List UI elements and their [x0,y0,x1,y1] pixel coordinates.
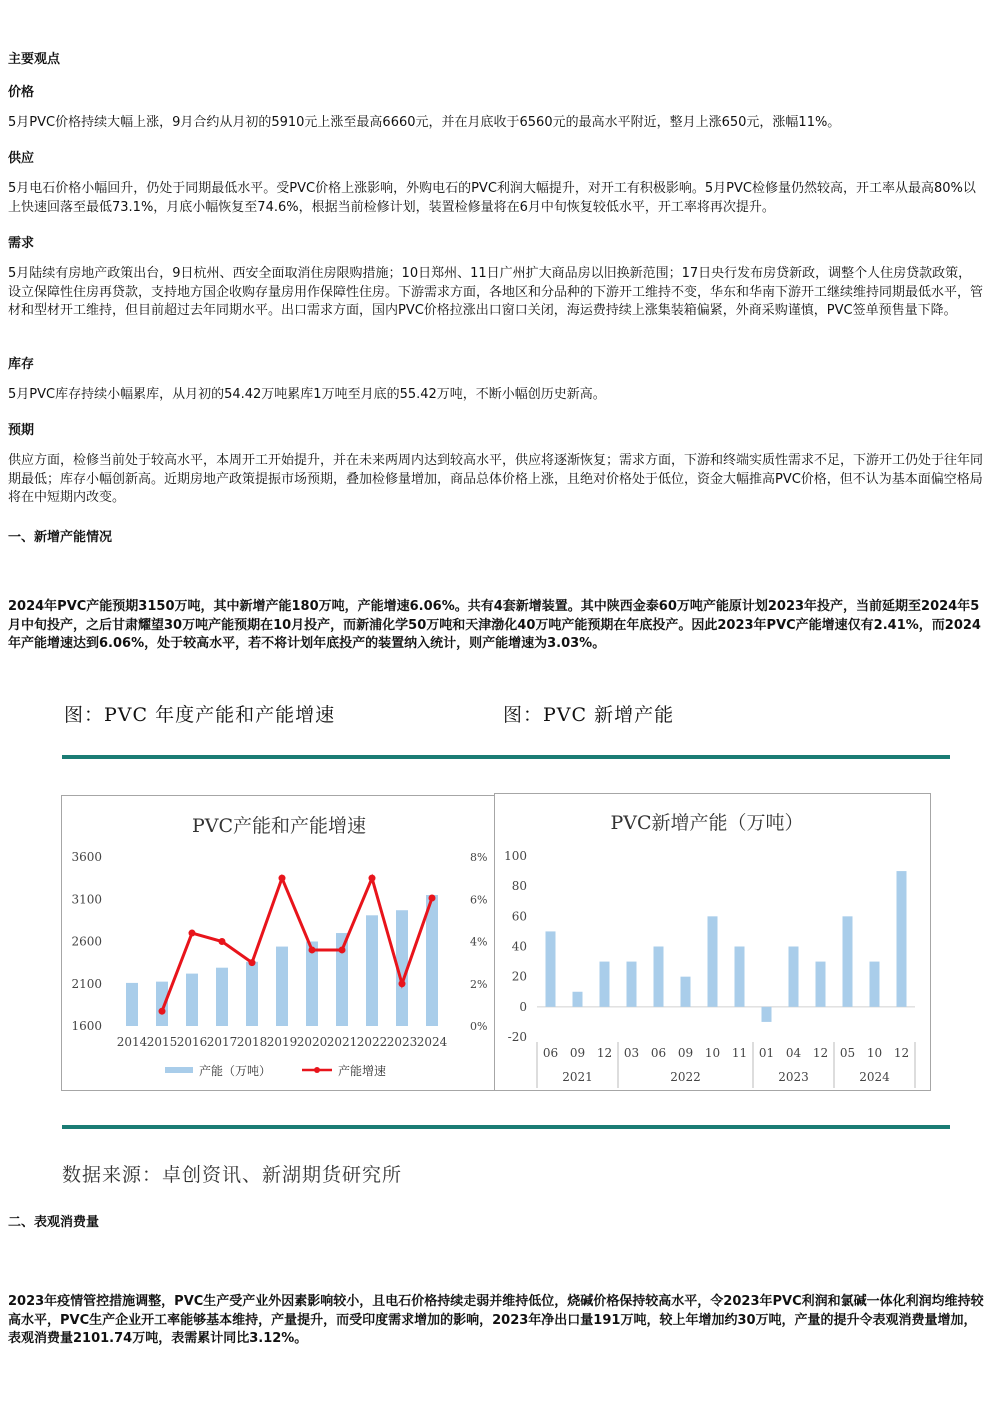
x-tick-label: 05 [839,1046,856,1060]
new-capacity-bar [600,962,610,1007]
y-tick-label: 80 [511,879,527,894]
x-tick-label: 12 [893,1046,910,1060]
growth-point [159,1008,166,1015]
new-capacity-bar [681,977,691,1007]
capacity-bar [306,942,318,1027]
inventory-paragraph: 5月PVC库存持续小幅累库，从月初的54.42万吨累库1万吨至月底的55.42万吨，不断小幅创历史新高。 [8,387,606,402]
new-capacity-bar [573,992,583,1007]
supply-paragraph: 5月电石价格小幅回升，仍处于同期最低水平。受PVC价格上涨影响，外购电石的PVC利润大幅提升，对开工有积极影响。5月PVC检修量仍然较高，开工率从最高80%以上快速回落至最低73.1%，月底小幅恢复至74.6%，根据当前检修计划，装置检修量将在6月中旬恢复较低水平，开工率将再次提升。 [8,181,976,215]
x-tick-label: 2024 [416,1035,448,1049]
price-paragraph: 5月PVC价格持续大幅上涨，9月合约从月初的5910元上涨至最高6660元，并在月底收于6560元的最高水平附近，整月上涨650元，涨幅11%。 [8,115,841,130]
capacity-bar [126,983,138,1026]
data-source: 数据来源：卓创资讯、新湖期货研究所 [62,1164,403,1186]
year-group-label: 2022 [670,1070,701,1084]
main-title: 主要观点 [8,52,61,67]
x-tick-label: 2020 [296,1035,328,1049]
growth-point [339,946,346,953]
y-left-tick-label: 2100 [71,976,102,991]
x-tick-label: 06 [542,1046,559,1060]
figure-title-left: 图：PVC 年度产能和产能增速 [64,704,336,726]
new-capacity-bar [816,962,826,1007]
x-tick-label: 09 [677,1046,694,1060]
x-tick-label: 2023 [386,1035,418,1049]
year-group-label: 2023 [778,1070,809,1084]
growth-point [279,875,286,882]
growth-point [429,894,436,901]
capacity-bar [276,947,288,1026]
capacity-bar [186,974,198,1026]
y-left-tick-label: 2600 [71,934,102,949]
y-left-tick-label: 3600 [71,850,102,864]
y-right-tick-label: 6% [470,893,488,907]
year-group-label: 2024 [859,1070,890,1084]
x-tick-label: 03 [623,1046,640,1060]
capacity-bar [426,895,438,1026]
y-tick-label: 60 [511,909,527,924]
price-heading: 价格 [8,85,35,100]
y-tick-label: 0 [519,999,527,1014]
new-capacity-bar [870,962,880,1007]
new-capacity-bar [789,947,799,1007]
y-tick-label: 40 [511,939,527,954]
x-tick-label: 2019 [266,1035,298,1049]
new-capacity-bar [708,916,718,1007]
x-tick-label: 2014 [116,1035,148,1049]
new-capacity-bar [735,947,745,1007]
y-right-tick-label: 4% [470,935,488,949]
capacity-bar [366,915,378,1026]
y-right-tick-label: 8% [470,851,488,864]
year-group-label: 2021 [562,1070,593,1084]
new-capacity-bar [843,916,853,1007]
x-tick-label: 11 [731,1046,748,1060]
figure-bottom-rule [62,1125,950,1129]
capacity-chart [62,796,496,1090]
y-right-tick-label: 2% [470,977,488,991]
new-capacity-bar [654,947,664,1007]
x-tick-label: 06 [650,1046,667,1060]
section-1-heading: 一、新增产能情况 [8,530,113,545]
x-tick-label: 2016 [176,1035,208,1049]
growth-point [189,930,196,937]
x-tick-label: 01 [758,1046,775,1060]
y-tick-label: 100 [504,849,527,863]
section-2-paragraph: 2023年疫情管控措施调整，PVC生产受产业外因素影响较小，且电石价格持续走弱并维持低位，烧碱价格保持较高水平，令2023年PVC利润和氯碱一体化利润均维持较高水平，PVC生产企业开工率能够基本维持，产量提升，而受印度需求增加的影响，2023年净出口量191万吨，较上年增加约30万吨，产量的提升令表观消费量增加，表观消费量2101.74万吨，表需累计同比3.12%。 [8,1294,984,1346]
new-capacity-bar [897,871,907,1007]
capacity-chart-panel [61,795,497,1091]
new-capacity-bar [627,962,637,1007]
y-tick-label: 20 [511,969,527,984]
chart-title: PVC产能和产能增速 [191,815,367,837]
x-tick-label: 12 [812,1046,829,1060]
y-left-tick-label: 1600 [71,1019,102,1033]
figure-top-rule [62,755,950,759]
x-tick-label: 2018 [236,1035,268,1049]
new-capacity-bar [762,1007,772,1022]
capacity-bar [216,968,228,1026]
x-tick-label: 2017 [206,1035,238,1049]
legend-capacity-label: 产能（万吨） [199,1064,272,1078]
figure-title-right: 图：PVC 新增产能 [503,704,675,726]
growth-line [162,878,432,1011]
demand-heading: 需求 [8,236,35,251]
x-tick-label: 10 [866,1046,883,1060]
growth-point [309,946,316,953]
inventory-heading: 库存 [8,357,35,372]
x-tick-label: 10 [704,1046,721,1060]
growth-point [369,875,376,882]
section-2-heading: 二、表观消费量 [8,1215,100,1230]
growth-point [399,980,406,987]
demand-paragraph: 5月陆续有房地产政策出台，9日杭州、西安全面取消住房限购措施；10日郑州、11日广州扩大商品房以旧换新范围；17日央行发布房贷新政，调整个人住房贷款政策，设立保障性住房再贷款，支持地方国企收购存量房用作保障性住房。下游需求方面，各地区和分品种的下游开工维持不变，华东和华南下游开工继续维持同期最低水平，管材和型材开工维持，但目前超过去年同期水平。出口需求方面，国内PVC价格拉涨出口窗口关闭，海运费持续上涨集装箱偏紧，外商采购谨慎，PVC签单预售量下降。 [8,266,984,318]
y-left-tick-label: 3100 [71,892,102,907]
x-tick-label: 12 [596,1046,613,1060]
new-capacity-chart [495,794,930,1090]
legend-capacity-swatch [165,1067,193,1073]
outlook-paragraph: 供应方面，检修当前处于较高水平，本周开工开始提升，并在未来两周内达到较高水平，供应将逐渐恢复；需求方面，下游和终端实质性需求不足，下游开工仍处于往年同期最低；库存小幅创新高。近期房地产政策提振市场预期，叠加检修量增加，商品总体价格上涨，且绝对价格处于低位，资金大幅推高PVC价格，但不认为基本面偏空格局将在中短期内改变。 [8,453,984,505]
section-1-paragraph: 2024年PVC产能预期3150万吨，其中新增产能180万吨，产能增速6.06%。共有4套新增装置。其中陕西金泰60万吨产能原计划2023年投产，当前延期至2024年5月中旬投产，之后甘肃耀望30万吨产能预期在10月投产，而新浦化学50万吨和天津渤化40万吨产能预期在年底投产。因此2023年PVC产能增速仅有2.41%，而2024年产能增速达到6.06%，处于较高水平，若不将计划年底投产的装置纳入统计，则产能增速为3.03%。 [8,599,981,651]
new-capacity-chart-panel [494,793,931,1091]
supply-heading: 供应 [8,151,35,166]
y-tick-label: -20 [507,1030,527,1044]
outlook-heading: 预期 [8,423,35,438]
chart-title: PVC新增产能（万吨） [610,812,804,834]
legend-growth-label: 产能增速 [338,1064,387,1078]
x-tick-label: 09 [569,1046,586,1060]
x-tick-label: 04 [785,1046,802,1060]
x-tick-label: 2021 [326,1035,358,1049]
growth-point [219,938,226,945]
capacity-bar [246,962,258,1026]
x-tick-label: 2022 [356,1035,388,1049]
x-tick-label: 2015 [146,1035,178,1049]
y-right-tick-label: 0% [470,1020,488,1033]
legend-growth-marker [314,1067,320,1073]
growth-point [249,959,256,966]
new-capacity-bar [546,931,556,1006]
